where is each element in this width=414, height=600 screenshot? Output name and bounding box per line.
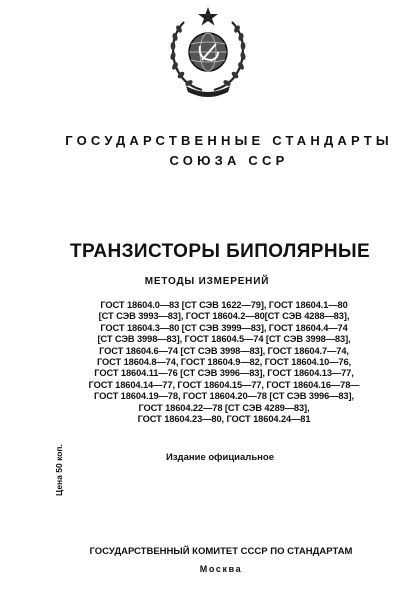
publication-city: Москва	[199, 564, 243, 574]
series-subtitle: СОЮЗА ССР	[169, 153, 289, 168]
gost-line: ГОСТ 18604.19—78, ГОСТ 18604.20—78 [СТ СЭВ 3996—83],	[94, 391, 354, 402]
gost-line: ГОСТ 18604.11—76 [СТ СЭВ 3996—83], ГОСТ 18604.13—77,	[94, 368, 354, 379]
gost-line: ГОСТ 18604.8—74, ГОСТ 18604.9—82, ГОСТ 18604.10—76,	[96, 357, 352, 368]
gost-line: ГОСТ 18604.22—78 [СТ СЭВ 4289—83],	[138, 402, 310, 413]
coat-of-arms-icon	[166, 6, 250, 98]
publisher-name: ГОСУДАРСТВЕННЫЙ КОМИТЕТ СССР ПО СТАНДАРТАМ	[89, 546, 353, 557]
gost-line: ГОСТ 18604.14—77, ГОСТ 18604.15—77, ГОСТ 18604.16—78—	[88, 379, 360, 390]
edition-label: Издание официальное	[166, 452, 274, 463]
price-label: Цена 50 коп.	[54, 444, 64, 496]
document-subtitle: МЕТОДЫ ИЗМЕРЕНИЙ	[144, 276, 270, 287]
gost-line: ГОСТ 18604.6—74 [СТ СЭВ 3998—83], ГОСТ 18604.7—74,	[99, 345, 349, 356]
star-icon	[198, 7, 218, 26]
series-title: ГОСУДАРСТВЕННЫЕ СТАНДАРТЫ	[65, 133, 393, 148]
gost-line: ГОСТ 18604.0—83 [СТ СЭВ 1622—79], ГОСТ 18604.1—80	[100, 300, 348, 310]
gost-line: [СТ СЭВ 3993—83], ГОСТ 18604.2—80[СТ СЭВ 4288—83],	[98, 311, 350, 322]
gost-line: ГОСТ 18604.3—80 [СТ СЭВ 3999—83], ГОСТ 18604.4—74	[100, 322, 348, 333]
document-title: ТРАНЗИСТОРЫ БИПОЛЯРНЫЕ	[69, 241, 371, 262]
gost-list	[64, 300, 384, 425]
gost-line: ГОСТ 18604.23—80, ГОСТ 18604.24—81	[137, 414, 311, 425]
gost-line: [СТ СЭВ 3998—83], ГОСТ 18604.5—74 [СТ СЭВ 3998—83],	[97, 334, 351, 345]
